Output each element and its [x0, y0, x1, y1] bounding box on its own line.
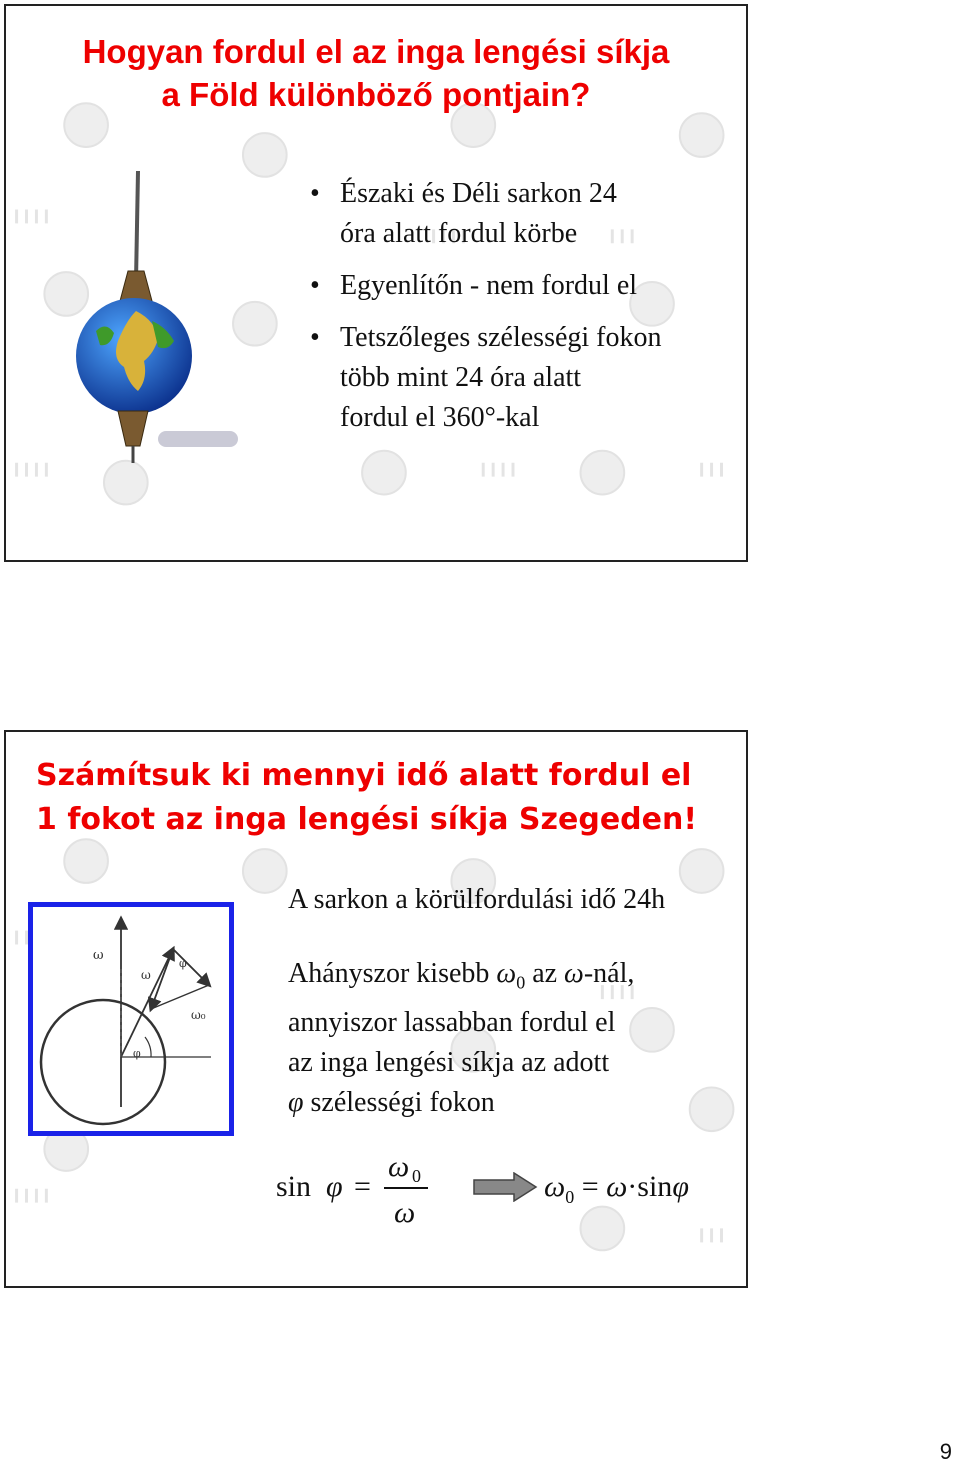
bullet-dot: • [310, 270, 320, 301]
sin-text: sin [276, 1170, 312, 1203]
phi-symbol: φ [326, 1170, 343, 1203]
bullet-text-line: Egyenlítőn - nem fordul el [340, 270, 638, 301]
omega-symbol: ω [606, 1170, 628, 1203]
title-line-1: Számítsuk ki mennyi idő alatt fordul el [36, 758, 692, 793]
phi-symbol: φ [672, 1170, 689, 1203]
paragraph-line-4 [288, 1083, 744, 1123]
slide-1 [4, 4, 748, 562]
bullet-item [306, 174, 736, 254]
explanation-paragraph [288, 954, 744, 1123]
phi-symbol: φ [288, 1086, 304, 1118]
slide-title [6, 30, 746, 116]
fraction-bar [384, 1187, 428, 1189]
implies-arrow-icon [472, 1172, 538, 1202]
formula-right [544, 1170, 744, 1210]
paragraph-line-3: az inga lengési síkja az adott [288, 1046, 610, 1078]
slide-title [36, 754, 697, 842]
paragraph-text: szélességi fokon [310, 1086, 495, 1118]
sin-text: sin [637, 1170, 673, 1203]
numerator-subscript: 0 [412, 1166, 421, 1186]
paragraph-line-1 [288, 954, 744, 1003]
bullet-list [306, 174, 736, 450]
diagram-drawing [33, 907, 229, 1131]
bullet-text-line: Északi és Déli sarkon 24 [340, 178, 617, 209]
slide-2 [4, 730, 748, 1288]
omega-symbol: ω [564, 958, 584, 989]
bullet-text-line: több mint 24 óra alatt [340, 362, 582, 393]
subscript-zero: 0 [565, 1187, 575, 1207]
formula-left [276, 1150, 446, 1240]
dot-operator: · [627, 1170, 638, 1203]
phi-label-top: φ [179, 957, 187, 970]
equals-sign: = [581, 1170, 599, 1203]
bullet-text-line: fordul el 360°-kal [340, 402, 540, 433]
denominator-omega: ω [394, 1196, 416, 1229]
omega0-label: ω₀ [191, 1008, 206, 1022]
title-line-2: 1 fokot az inga lengési síkja Szegeden! [36, 802, 698, 837]
subscript-zero: 0 [516, 972, 526, 993]
title-line-2: a Föld különböző pontjain? [161, 76, 591, 113]
numerator-omega: ω [388, 1150, 410, 1183]
bullet-text-line: óra alatt fordul körbe [340, 218, 578, 249]
omega0-symbol: ω [496, 958, 517, 989]
paragraph-text: Ahányszor kisebb [288, 958, 490, 989]
globe-pendulum-illustration [66, 171, 256, 471]
title-line-1: Hogyan fordul el az inga lengési síkja [82, 33, 670, 70]
page-number: 9 [939, 1439, 952, 1464]
paragraph-text: az [532, 958, 558, 989]
paragraph-line-2: annyiszor lassabban fordul el [288, 1006, 616, 1038]
bullet-item [306, 266, 736, 306]
bullet-dot: • [310, 322, 320, 353]
omega0-symbol: ω [544, 1170, 566, 1203]
phi-label-bottom: φ [133, 1047, 141, 1060]
omega-label-small: ω [141, 968, 151, 982]
omega-label: ω [93, 948, 104, 963]
equals-sign: = [354, 1170, 371, 1203]
polar-period-text: A sarkon a körülfordulási idő 24h [288, 884, 666, 915]
bullet-item [306, 318, 736, 438]
earth-rotation-diagram [28, 902, 234, 1136]
bullet-dot: • [310, 178, 320, 209]
paragraph-text: -nál, [583, 958, 635, 989]
bullet-text-line: Tetszőleges szélességi fokon [340, 322, 662, 353]
